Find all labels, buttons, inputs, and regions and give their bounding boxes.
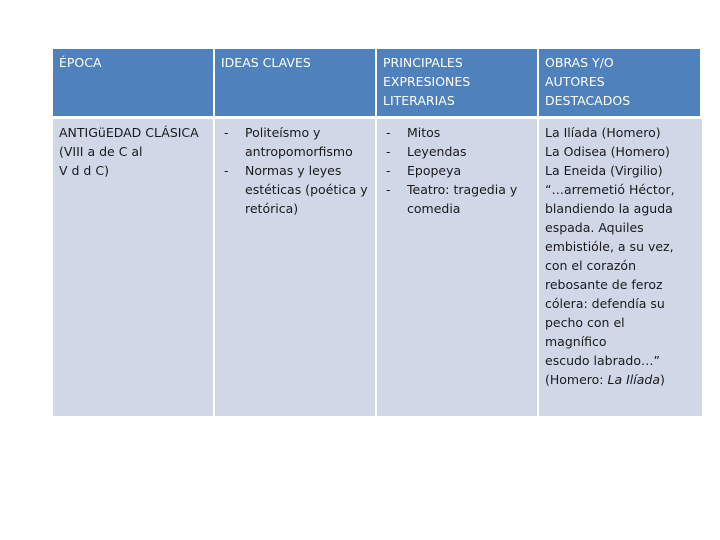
- ideas-line: estéticas (poética y: [245, 182, 368, 197]
- expresiones-item: [383, 123, 531, 142]
- header-line: OBRAS Y/O: [545, 55, 614, 70]
- ideas-line: Politeísmo y: [245, 125, 321, 140]
- ideas-line: Normas y leyes: [245, 163, 342, 178]
- cell-obras: [539, 119, 702, 416]
- citation-prefix: (Homero:: [545, 372, 608, 387]
- dash-bullet: -: [386, 182, 391, 197]
- literature-table: [53, 49, 702, 416]
- obras-line: escudo labrado…”: [545, 353, 660, 368]
- ideas-line: retórica): [245, 201, 299, 216]
- ideas-item: [221, 161, 369, 218]
- expresiones-list: [383, 123, 531, 218]
- cell-ideas: [215, 119, 377, 416]
- obras-line: blandiendo la aguda: [545, 201, 673, 216]
- header-epoca: [53, 49, 215, 119]
- dash-bullet: -: [224, 125, 229, 140]
- expresiones-item: [383, 142, 531, 161]
- expresiones-line: comedia: [407, 201, 461, 216]
- ideas-item: [221, 123, 369, 161]
- obras-line: rebosante de feroz: [545, 277, 663, 292]
- header-obras: [539, 49, 702, 119]
- dash-bullet: -: [386, 125, 391, 140]
- expresiones-line: Teatro: tragedia y: [407, 182, 518, 197]
- obras-line: espada. Aquiles: [545, 220, 644, 235]
- header-line: IDEAS CLAVES: [221, 55, 311, 70]
- obras-line: pecho con el: [545, 315, 625, 330]
- obras-line: La Ilíada (Homero): [545, 125, 661, 140]
- dash-bullet: -: [386, 144, 391, 159]
- expresiones-item: [383, 180, 531, 218]
- cell-epoca: [53, 119, 215, 416]
- obras-citation: [545, 370, 696, 389]
- header-line: EXPRESIONES: [383, 74, 471, 89]
- epoca-line: ANTIGüEDAD CLÁSICA: [59, 125, 199, 140]
- expresiones-line: Leyendas: [407, 144, 467, 159]
- ideas-line: antropomorfismo: [245, 144, 353, 159]
- epoca-line: V d d C): [59, 163, 109, 178]
- obras-line: con el corazón: [545, 258, 637, 273]
- citation-suffix: ): [659, 372, 665, 387]
- header-line: LITERARIAS: [383, 93, 455, 108]
- header-line: ÉPOCA: [59, 55, 102, 70]
- citation-title: La Ilíada: [607, 372, 660, 387]
- obras-line: “…arremetió Héctor,: [545, 182, 675, 197]
- epoca-line: (VIII a de C al: [59, 144, 143, 159]
- cell-expresiones: [377, 119, 539, 416]
- dash-bullet: -: [224, 163, 229, 178]
- header-ideas-claves: [215, 49, 377, 119]
- header-line: PRINCIPALES: [383, 55, 463, 70]
- obras-line: magnífico: [545, 334, 607, 349]
- header-line: AUTORES: [545, 74, 605, 89]
- expresiones-line: Mitos: [407, 125, 441, 140]
- expresiones-line: Epopeya: [407, 163, 462, 178]
- obras-line: embistióle, a su vez,: [545, 239, 674, 254]
- obras-line: La Eneida (Virgilio): [545, 163, 663, 178]
- expresiones-item: [383, 161, 531, 180]
- header-line: DESTACADOS: [545, 93, 631, 108]
- header-expresiones: [377, 49, 539, 119]
- dash-bullet: -: [386, 163, 391, 178]
- obras-line: La Odisea (Homero): [545, 144, 670, 159]
- ideas-list: [221, 123, 369, 218]
- obras-line: cólera: defendía su: [545, 296, 665, 311]
